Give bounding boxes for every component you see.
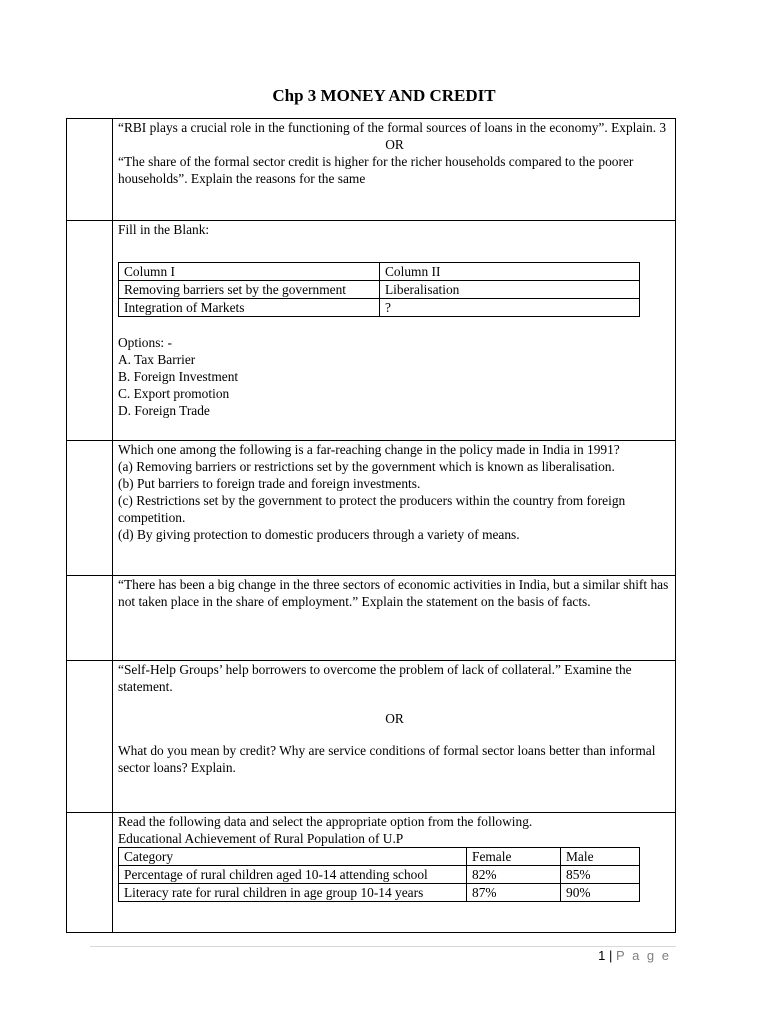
table-row [67,441,676,576]
page-separator: | [609,948,613,963]
table-cell: Integration of Markets [119,299,380,317]
table-cell: 87% [467,884,561,902]
number-cell [67,119,113,221]
column-header: Female [467,848,561,866]
table-row [67,221,676,441]
number-cell [67,576,113,661]
table-header-row [119,848,640,866]
table-cell: Liberalisation [380,281,640,299]
number-cell [67,813,113,933]
column-header: Category [119,848,467,866]
table-row [119,866,640,884]
data-table [118,847,640,902]
option-item: C. Export promotion [118,386,230,401]
document-title: Chp 3 MONEY AND CREDIT [272,86,496,105]
option-item: (d) By giving protection to domestic producers through a variety of means. [118,527,520,542]
options-label: Options: - [118,335,172,350]
table-cell: 85% [561,866,640,884]
option-item: A. Tax Barrier [118,352,196,367]
table-row [119,884,640,902]
option-item: (a) Removing barriers or restrictions set by the government which is known as liberalisation. [118,459,615,474]
page-label: P a g e [616,948,671,963]
table-row [67,119,676,221]
table-caption: Educational Achievement of Rural Population of U.P [118,831,404,846]
page-number [598,948,671,963]
table-row [119,281,640,299]
table-cell: Literacy rate for rural children in age group 10-14 years [119,884,467,902]
table-cell: Percentage of rural children aged 10-14 attending school [119,866,467,884]
question-text: “RBI plays a crucial role in the functioning of the formal sources of loans in the economy”. Explain. 3 [118,120,667,135]
table-cell: 90% [561,884,640,902]
question-heading: Fill in the Blank: [118,222,210,237]
column-header: Column I [119,263,380,281]
table-cell: 82% [467,866,561,884]
column-header: Column II [380,263,640,281]
footer-divider [90,946,676,947]
or-separator: OR [385,137,404,152]
question-text: “There has been a big change in the three sectors of economic activities in India, but a similar shift has not taken place in the share of employment.” Explain the statement on the basis of facts. [118,577,669,609]
questions-table [66,118,676,933]
question-text: Which one among the following is a far-reaching change in the policy made in India in 1991? [118,442,620,457]
question-text: “Self-Help Groups’ help borrowers to overcome the problem of lack of collateral.” Examine the statement. [118,662,632,694]
question-text: Read the following data and select the appropriate option from the following. [118,814,533,829]
table-row [67,576,676,661]
option-item: (c) Restrictions set by the government to protect the producers within the country from foreign competition. [118,493,626,525]
table-cell: ? [380,299,640,317]
table-row [67,813,676,933]
question-text: “The share of the formal sector credit is higher for the richer households compared to the poorer households”. Explain the reasons for the same [118,154,634,186]
question-text: What do you mean by credit? Why are service conditions of formal sector loans better than informal sector loans? Explain. [118,743,656,775]
question-cell [113,441,676,576]
question-cell [113,119,676,221]
question-cell [113,576,676,661]
table-header-row [119,263,640,281]
option-item: (b) Put barriers to foreign trade and foreign investments. [118,476,421,491]
option-item: B. Foreign Investment [118,369,239,384]
column-header: Male [561,848,640,866]
option-item: D. Foreign Trade [118,403,210,418]
question-cell [113,813,676,933]
number-cell [67,441,113,576]
table-cell: Removing barriers set by the government [119,281,380,299]
question-cell [113,221,676,441]
page-number-value: 1 [598,948,606,963]
table-row [119,299,640,317]
table-row [67,661,676,813]
number-cell [67,221,113,441]
or-separator: OR [385,711,404,726]
fill-blank-table [118,262,640,317]
number-cell [67,661,113,813]
question-cell [113,661,676,813]
